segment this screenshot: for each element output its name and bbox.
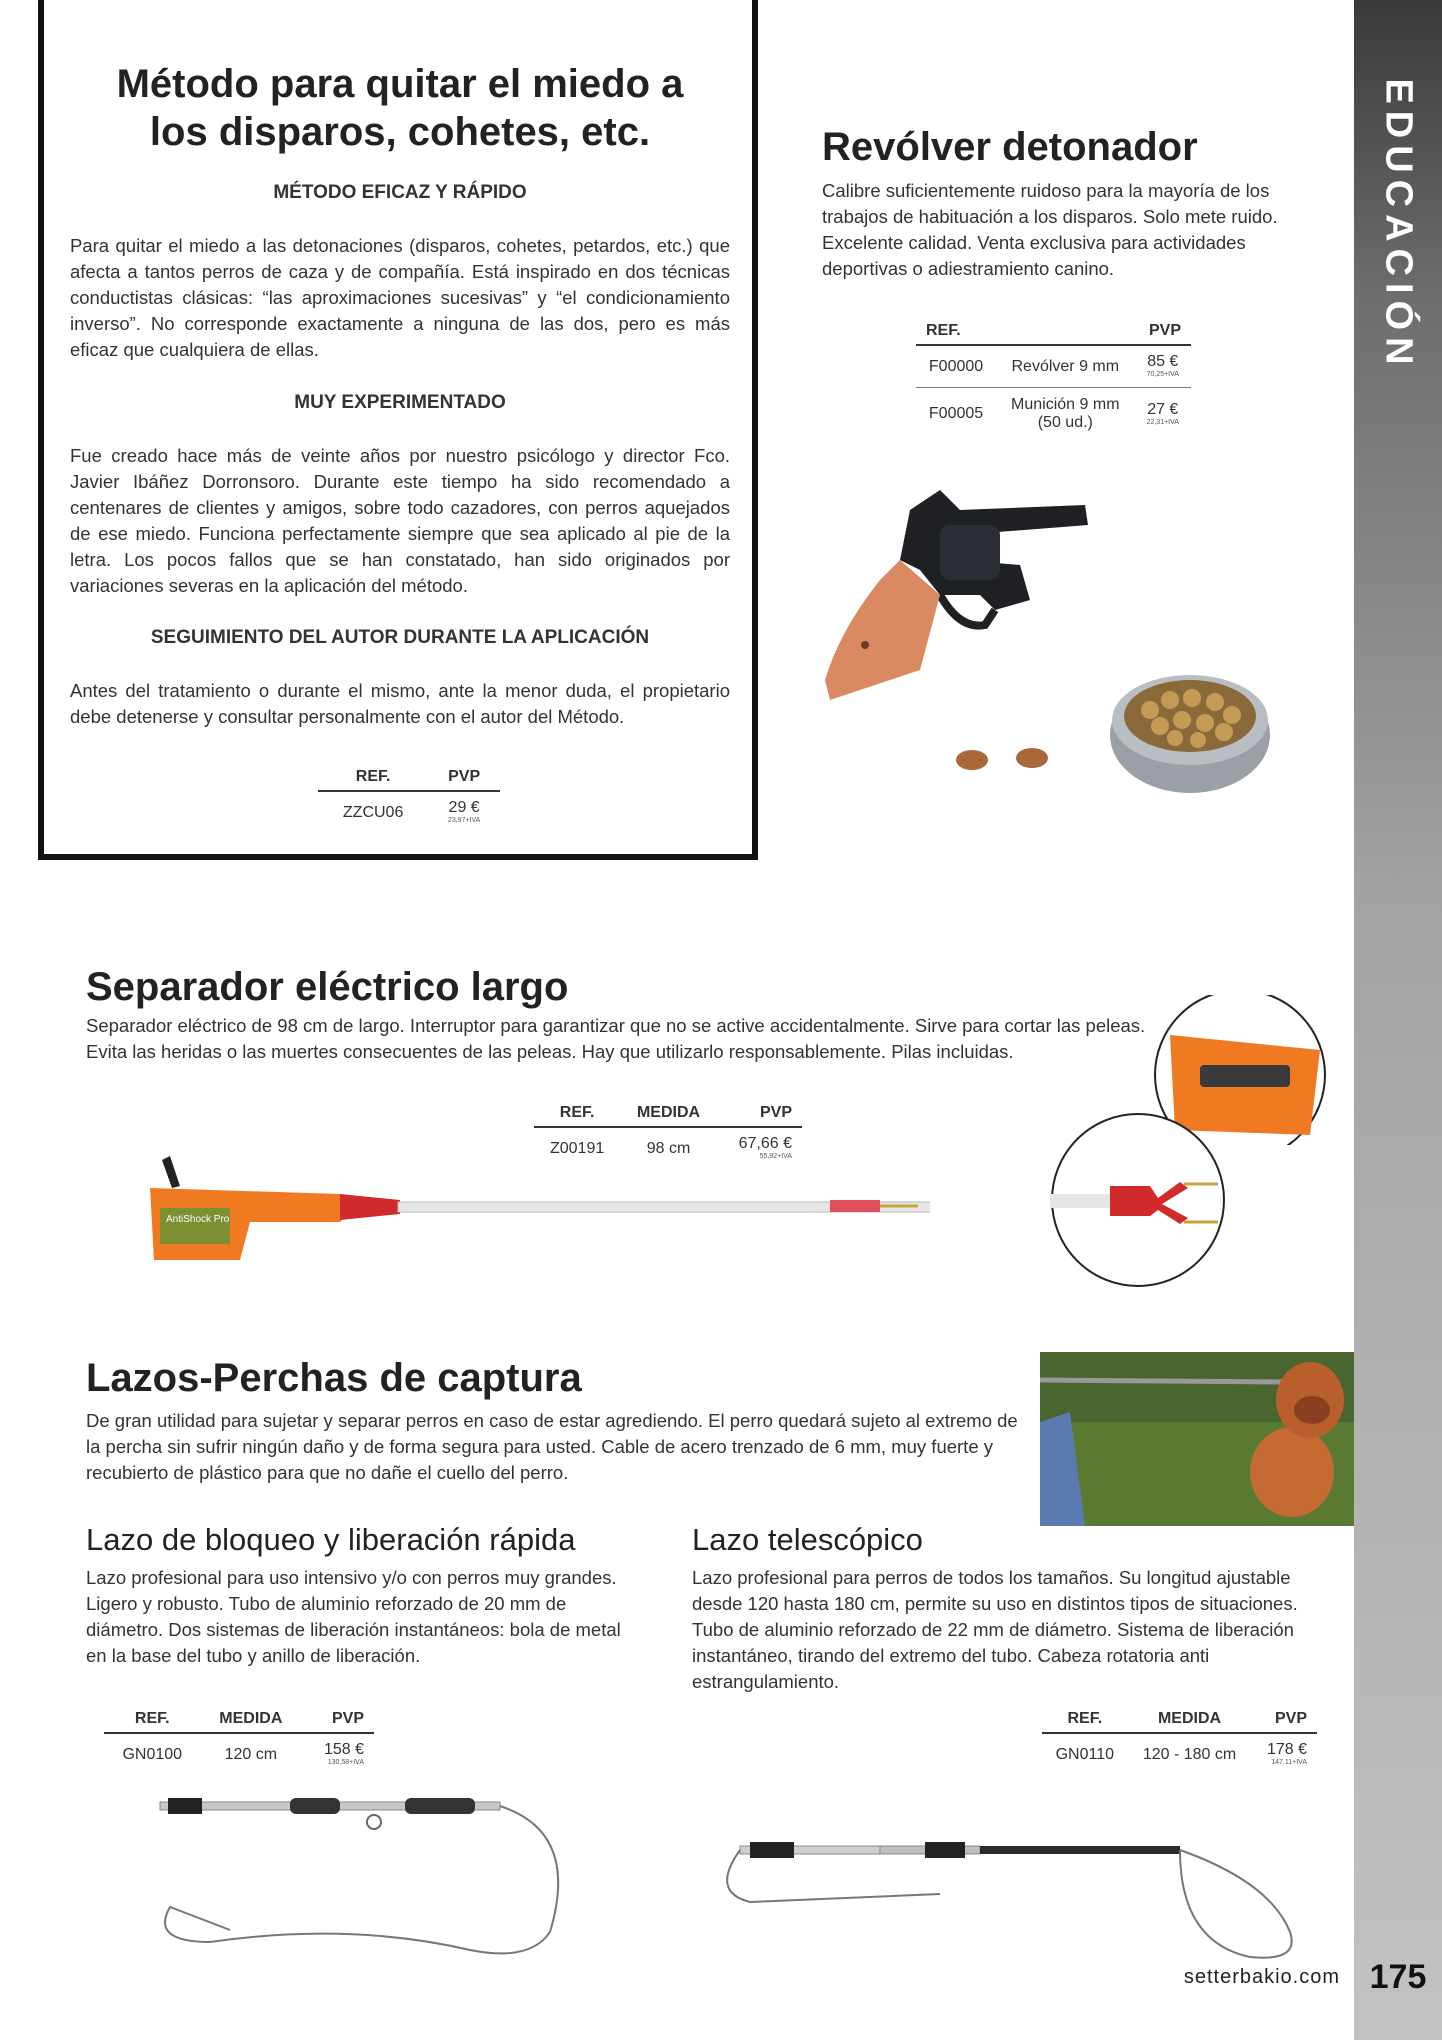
col-pvp: PVP [301, 1706, 374, 1733]
col-pvp: PVP [717, 1100, 802, 1127]
col-pvp: PVP [428, 764, 500, 791]
price: 67,66 € [738, 1135, 792, 1152]
metodo-price-table [318, 764, 500, 833]
price: 85 € [1147, 353, 1179, 370]
telescopico-price-table [1042, 1706, 1317, 1775]
lazos-description: De gran utilidad para sujetar y separar perros en caso de estar agrediendo. El perro quedará sujeto al extremo de la percha sin sufrir ningún daño y de forma segura para usted. Cable de acero trenzado de 6 mm, muy fuerte y recubierto de plástico para que no dañe el cuello del perro. [86, 1410, 1018, 1483]
bloqueo-price-table [104, 1706, 374, 1775]
price: 178 € [1266, 1741, 1307, 1758]
metodo-subheading-2: MUY EXPERIMENTADO [294, 392, 506, 413]
metodo-paragraph-3: Antes del tratamiento o durante el mismo, ante la menor duda, el propietario debe detenerse y consultar personalmente con el autor del Método. [70, 680, 730, 727]
price-vat: 147,11+IVA [1271, 1759, 1307, 1766]
col-ref: REF. [104, 1706, 200, 1733]
table-row [1042, 1733, 1317, 1775]
medida-cell: 120 cm [224, 1745, 278, 1763]
metodo-subheading-3: SEGUIMIENTO DEL AUTOR DURANTE LA APLICACIÓN [150, 627, 650, 648]
price-vat: 22,31+IVA [1146, 418, 1179, 426]
ref-cell: F00000 [916, 345, 996, 388]
price: 158 € [323, 1741, 364, 1758]
price-vat: 130,58+IVA [327, 1759, 364, 1766]
tip-detail-image [1050, 1112, 1226, 1288]
section-label: EDUCACIÓN [1377, 78, 1420, 372]
table-row [916, 345, 1191, 388]
separador-title: Separador eléctrico largo [86, 965, 569, 1009]
ref-cell: GN0100 [122, 1745, 183, 1763]
telescopico-lazo-image [710, 1832, 1310, 1962]
price-vat: 23,97+IVA [447, 817, 481, 824]
col-ref: REF. [534, 1100, 620, 1127]
bloqueo-description: Lazo profesional para uso intensivo y/o con perros muy grandes. Ligero y robusto. Tubo de aluminio reforzado de 20 mm de diámetro. Dos sistemas de liberación instantáneos: bola de metal en la base del tubo y anillo de liberación. [86, 1567, 621, 1666]
col-medida: MEDIDA [620, 1100, 717, 1127]
telescopico-title: Lazo telescópico [692, 1522, 923, 1557]
revolver-price-table [916, 318, 1191, 440]
website-url[interactable]: setterbakio.com [1183, 1966, 1340, 1988]
product-name: Revólver 9 mm [996, 345, 1134, 388]
medida-cell: 120 - 180 cm [1142, 1745, 1237, 1763]
ref-cell: ZZCU06 [342, 803, 404, 821]
col-pvp: PVP [1251, 1706, 1317, 1733]
page-number: 175 [1369, 1958, 1427, 1996]
separador-handle-text: AntiShock Pro [166, 1214, 230, 1225]
metodo-paragraph-2: Fue creado hace más de veinte años por nuestro psicólogo y director Fco. Javier Ibáñez Dorronsoro. Durante este tiempo ha sido recomendado a centenares de clientes y amigos, sobre todo cazadores, con perros aquejados de ese miedo. Funciona perfectamente siempre que sea aplicado al pie de la letra. Los pocos fallos que se han constatado, han sido originados por variaciones severas en la aplicación del método. [70, 445, 730, 596]
metodo-subheading-1: MÉTODO EFICAZ Y RÁPIDO [273, 182, 527, 203]
ref-cell: Z00191 [549, 1139, 605, 1157]
table-row [916, 388, 1191, 441]
separador-description: Separador eléctrico de 98 cm de largo. Interruptor para garantizar que no se active accidentalmente. Sirve para cortar las peleas. Evita las heridas o las muertes consecuentes de las peleas. Hay que utilizarlo responsablemente. Pilas incluidas. [86, 1015, 1146, 1062]
revolver-description: Calibre suficientemente ruidoso para la mayoría de los trabajos de habituación a los disparos. Solo mete ruido. Excelente calidad. Venta exclusiva para actividades deportivas o adiestramiento canino. [822, 180, 1278, 279]
col-medida: MEDIDA [1128, 1706, 1252, 1733]
table-row [318, 791, 500, 833]
metodo-paragraph-1: Para quitar el miedo a las detonaciones (disparos, cohetes, petardos, etc.) que afecta a tantos perros de caza y de compañía. Está inspirado en dos técnicas conductistas clásicas: “las aproximaciones sucesivas” y “el condicionamiento inverso”. No corresponde exactamente a ninguna de las dos, pero es más eficaz que cualquiera de ellas. [70, 235, 730, 360]
revolver-image [820, 480, 1300, 820]
metodo-title: Método para quitar el miedo a los disparos, cohetes, etc. [116, 62, 684, 154]
medida-cell: 98 cm [646, 1139, 691, 1157]
price: 27 € [1147, 400, 1179, 418]
ref-cell: GN0110 [1055, 1745, 1114, 1763]
separador-image [140, 1148, 930, 1268]
ref-cell: F00005 [928, 405, 984, 422]
col-ref: REF. [916, 318, 996, 345]
price: 29 € [448, 799, 480, 816]
bloqueo-title: Lazo de bloqueo y liberación rápida [86, 1522, 576, 1557]
telescopico-description: Lazo profesional para perros de todos los tamaños. Su longitud ajustable desde 120 hasta 180 cm, permite su uso en distintos tipos de situaciones. Tubo de aluminio reforzado de 22 mm de diámetro. Sistema de liberación instantáneo, tirando del extremo del tubo. Cabeza rotatoria anti estrangulamiento. [692, 1567, 1298, 1692]
product-name: Munición 9 mm [1011, 396, 1120, 413]
table-row [104, 1733, 374, 1775]
col-ref: REF. [318, 764, 428, 791]
product-name-qty: (50 ud.) [1037, 414, 1093, 431]
price-vat: 70,25+IVA [1146, 371, 1179, 378]
col-medida: MEDIDA [200, 1706, 301, 1733]
col-pvp: PVP [1135, 318, 1191, 345]
price-vat: 55,92+IVA [759, 1153, 792, 1160]
lazos-title: Lazos-Perchas de captura [86, 1356, 582, 1400]
col-ref: REF. [1042, 1706, 1128, 1733]
bloqueo-lazo-image [150, 1792, 570, 1962]
dog-catchpole-photo [1040, 1352, 1354, 1526]
revolver-title: Revólver detonador [822, 125, 1198, 169]
